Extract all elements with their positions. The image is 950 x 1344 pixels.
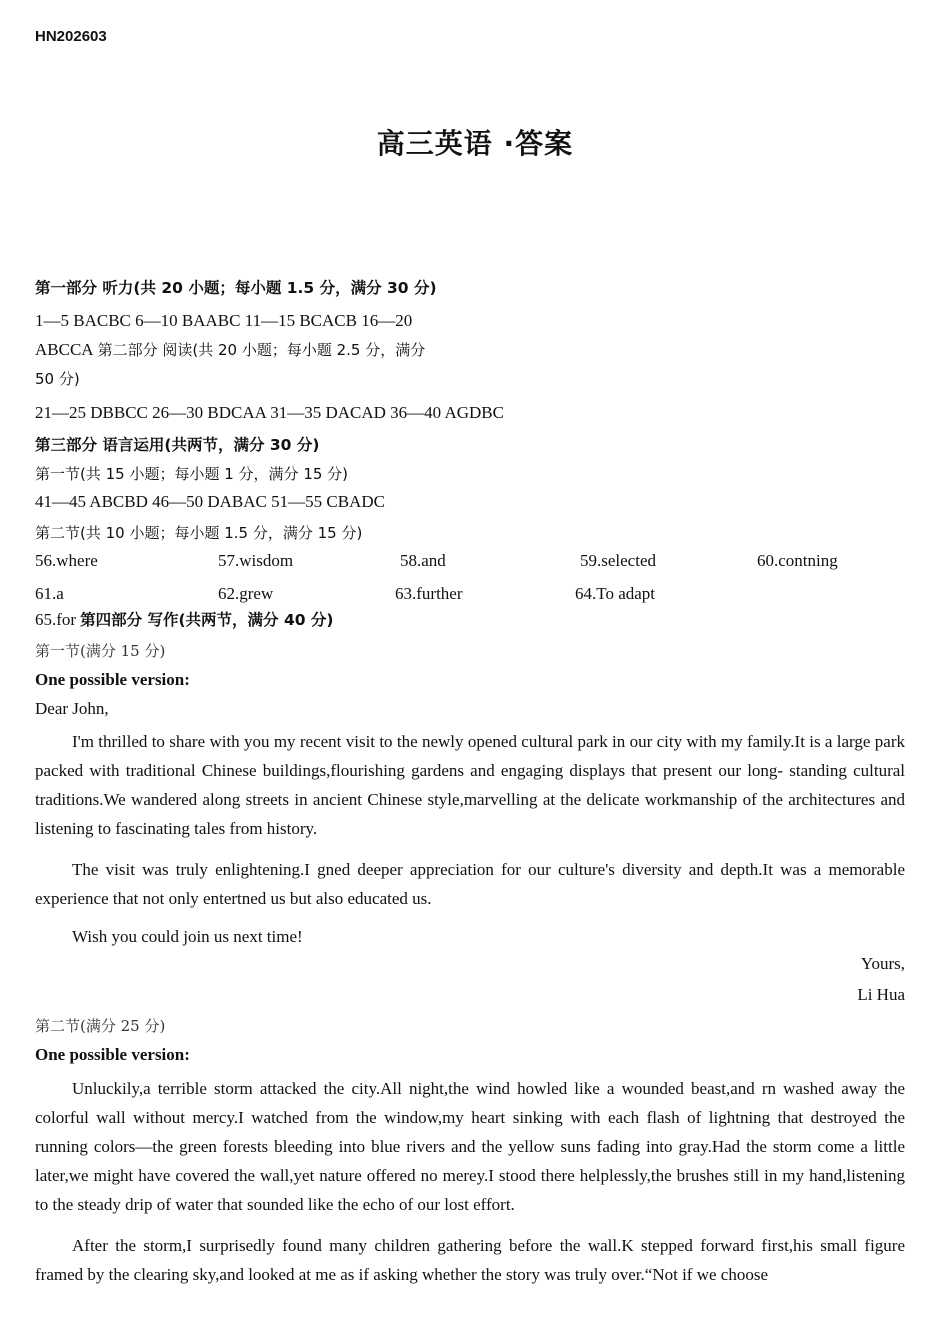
part3-section2-header: 第二节(共 10 小题；每小题 1.5 分，满分 15 分) [35,524,363,542]
answer-cell: 58.and [400,551,446,570]
part1-answers-line1: 1—5 BACBC 6—10 BAABC 11—15 BCACB 16—20 [35,311,413,330]
part4-header-line [35,608,334,630]
answer-cell: 56.where [35,551,98,570]
answer-cell: 64.To adapt [575,584,656,603]
letter-paragraph: Wish you could join us next time! [72,927,303,946]
version-label: One possible version: [35,670,190,689]
part1-answers-tail: ABCCA [35,340,94,359]
answer-cell: 57.wisdom [218,551,294,570]
part1-answers-line2 [35,339,425,360]
part4-header: 第四部分 写作(共两节，满分 40 分) [80,611,334,629]
answer-cell: 65.for [35,610,77,629]
answer-cell: 61.a [35,584,64,603]
letter-closing: Yours, [860,954,905,973]
part1-header: 第一部分 听力(共 20 小题；每小题 1.5 分，满分 30 分) [35,279,437,297]
letter-paragraph: The visit was truly enlightening.I gned deeper appreciation for our culture's diversity and depth.It was a memorable experience that not only entertned us but also educated us. [35,860,905,908]
part4-section2-header: 第二节(满分 25 分) [35,1017,166,1035]
version-label: One possible version: [35,1045,190,1064]
story-paragraph: Unluckily,a terrible storm attacked the city.All night,the wind howled like a wounded beast,and rn washed away the colorful wall without mercy.I watched from the window,my heart sinking with each flash of lightning that destroyed the running colors—the green forests bleeding into blue rivers and the yellow suns fading into gray.Had the storm come a little later,we might have covered the wall,yet nature offered no merey.I stood there helplessly,the brushes still in my hand,listening to the steady drip of water that sounded like the echo of our lost effort. [35,1079,905,1214]
part2-answers: 21—25 DBBCC 26—30 BDCAA 31—35 DACAD 36—40 AGDBC [35,403,504,422]
letter-signature: Li Hua [857,985,905,1004]
answer-cell: 63.further [395,584,463,603]
part3-section1-answers: 41—45 ABCBD 46—50 DABAC 51—55 CBADC [35,492,385,511]
story-paragraph: After the storm,I surprisedly found many children gathering before the wall.K stepped forward first,his small figure framed by the clearing sky,and looked at me as if asking whether the story was truly over.“Not if we choose [35,1236,905,1284]
part3-header: 第三部分 语言运用(共两节，满分 30 分) [35,436,320,454]
answer-cell: 59.selected [580,551,656,570]
answer-cell: 60.contning [757,551,838,570]
part2-header: 第二部分 阅读(共 20 小题；每小题 2.5 分，满分 [97,341,426,359]
part3-section1-header: 第一节(共 15 小题；每小题 1 分，满分 15 分) [35,465,349,483]
document-code: HN202603 [35,28,107,45]
answer-cell: 62.grew [218,584,274,603]
part4-section1-header: 第一节(满分 15 分) [35,642,166,660]
letter-paragraph: I'm thrilled to share with you my recent visit to the newly opened cultural park in our city with my family.It is a large park packed with traditional Chinese buildings,flourishing gardens and engaging displays that present our long- standing cultural traditions.We wandered along streets in ancient Chinese style,marvelling at the delicate workmanship of the architectures and listening to fascinating tales from history. [35,732,905,838]
letter-greeting: Dear John, [35,699,109,718]
part2-header-continued: 50 分) [35,370,80,388]
page-title: 高三英语 ·答案 [376,127,574,160]
